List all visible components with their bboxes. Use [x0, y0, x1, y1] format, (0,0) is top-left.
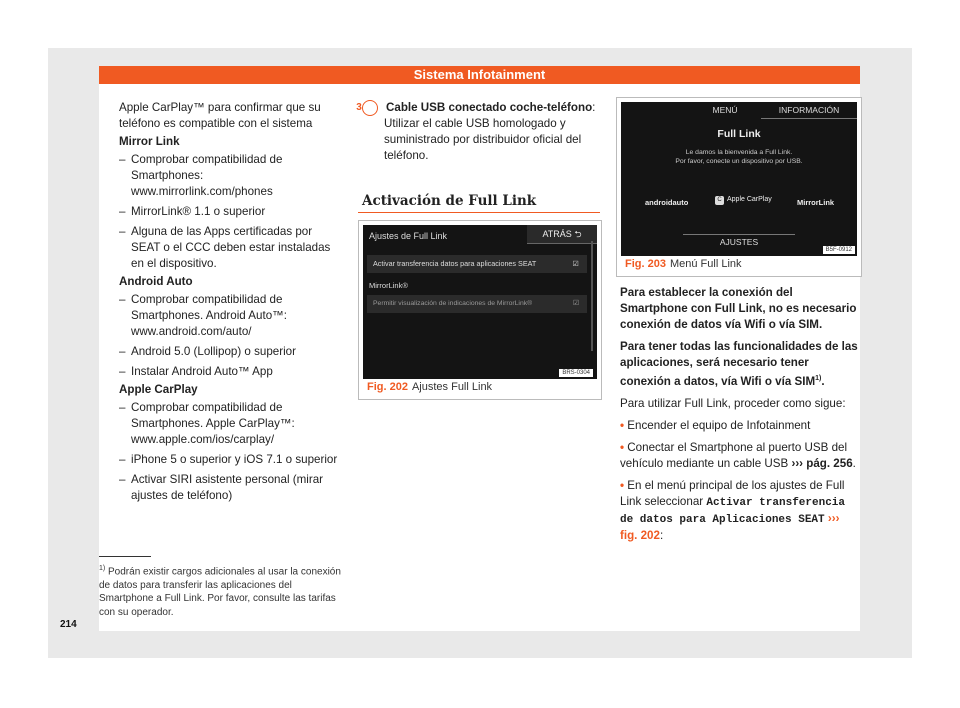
step-3: 3 Cable USB conectado coche-teléfono: Utilizar el cable USB homologado y suministrado por distribuidor oficial del teléfono.	[356, 101, 596, 163]
figure-202	[358, 220, 602, 400]
screen-title: Ajustes de Full Link	[369, 231, 448, 241]
scrollbar[interactable]	[591, 241, 593, 351]
apple-carplay-option[interactable]: C Apple CarPlay	[715, 196, 772, 205]
android-auto-heading: Android Auto	[119, 275, 193, 288]
section-header: Sistema Infotainment	[99, 66, 860, 84]
android-auto-logo[interactable]: androidauto	[645, 198, 689, 207]
fig203-screen	[621, 102, 857, 256]
mirrorlink-section-label: MirrorLink®	[369, 281, 408, 290]
list-item: – Comprobar compatibilidad de Smartphones: www.mirrorlink.com/phones	[119, 153, 283, 198]
setting-row-transfer[interactable]: Activar transferencia datos para aplicaciones SEAT ☑	[367, 255, 587, 273]
list-item: – Instalar Android Auto™ App	[119, 365, 273, 378]
checkbox-checked-icon[interactable]: ☑	[572, 300, 579, 307]
list-item: – Comprobar compatibilidad de Smartphones. Apple CarPlay™: www.apple.com/ios/carplay/	[119, 401, 295, 446]
list-item: – Activar SIRI asistente personal (mirar ajustes de teléfono)	[119, 473, 324, 502]
figure-caption: Fig. 202 Ajustes Full Link	[367, 381, 493, 393]
checkbox-checked-icon[interactable]: ☑	[572, 259, 579, 268]
list-item: • Conectar el Smartphone al puerto USB del vehículo mediante un cable USB ››› pág. 256.	[620, 440, 856, 470]
tab-informacion[interactable]: INFORMACIÓN	[761, 102, 857, 119]
list-item: – Android 5.0 (Lollipop) o superior	[119, 345, 296, 358]
step-text: Utilizar el cable USB homologado y suministrado por distribuidor oficial del teléfono.	[384, 117, 582, 163]
figure-code: B5F-0912	[823, 246, 855, 254]
apple-carplay-heading: Apple CarPlay	[119, 383, 198, 396]
footnote-divider	[99, 556, 151, 557]
page-number: 214	[60, 619, 77, 630]
right-column	[620, 285, 860, 544]
step-number: 3	[362, 100, 378, 116]
mirrorlink-logo[interactable]: MirrorLink	[797, 198, 835, 207]
menu-option-text: Activar transferencia de datos para Aplicaciones SEAT	[620, 496, 845, 526]
bold-paragraph-2: Para tener todas las funcionalidades de las aplicaciones, será necesario tener conexión a datos, vía Wifi o vía SIM$^{1)}$.	[620, 340, 858, 388]
fig202-screen	[363, 225, 597, 379]
left-column	[119, 100, 341, 504]
page-reference-link[interactable]: ››› pág. 256	[791, 456, 853, 470]
list-item: – Comprobar compatibilidad de Smartphones. Android Auto™: www.android.com/auto/	[119, 293, 287, 338]
settings-button[interactable]: AJUSTES	[683, 234, 795, 249]
list-item: – iPhone 5 o superior y iOS 7.1 o superior	[119, 453, 338, 466]
back-button[interactable]: ATRÁS ⮌	[527, 225, 597, 244]
step-title: Cable USB conectado coche-teléfono	[386, 101, 593, 115]
figure-reference-link[interactable]: ››› fig. 202	[620, 511, 840, 542]
back-arrow-icon: ⮌	[574, 229, 582, 239]
mirror-link-heading: Mirror Link	[119, 135, 180, 148]
list-item: – Alguna de las Apps certificadas por SEAT o el CCC deben estar instaladas en el dispositivo.	[119, 225, 331, 270]
intro-text: Apple CarPlay™ para confirmar que su teléfono es compatible con el sistema	[119, 101, 321, 130]
welcome-line-1: Le damos la bienvenida a Full Link.	[685, 149, 793, 156]
figure-caption: Fig. 203 Menú Full Link	[625, 258, 742, 270]
carplay-icon: C	[715, 196, 724, 205]
setting-row-mirrorlink[interactable]: Permitir visualización de indicaciones de MirrorLink® ☑	[367, 295, 587, 313]
list-item: • Encender el equipo de Infotainment	[620, 418, 811, 432]
section-title: Activación de Full Link	[362, 193, 537, 209]
figure-203	[616, 97, 862, 277]
figure-code: BRS-0304	[559, 369, 593, 377]
welcome-line-2: Por favor, conecte un dispositivo por USB.	[675, 158, 803, 165]
screen-title: Full Link	[717, 128, 761, 140]
list-item: – MirrorLink® 1.1 o superior	[119, 205, 266, 218]
section-divider	[358, 212, 600, 213]
list-item: • En el menú principal de los ajustes de Full Link seleccionar Activar transferencia de datos para Aplicaciones SEAT ››› fig. 202:	[620, 478, 845, 542]
footnote: $^{1)}$ Podrán existir cargos adicionales al usar la conexión de datos para transferir las aplicaciones del Smartphone a Full Link. Por favor, consulte las tarifas con su operador.	[99, 565, 341, 618]
paragraph-instructions: Para utilizar Full Link, proceder como sigue:	[620, 396, 846, 410]
bold-paragraph-1: Para establecer la conexión del Smartphone con Full Link, no es necesario conexión de datos vía Wifi o vía SIM.	[620, 286, 857, 331]
tab-menu[interactable]: MENÚ	[712, 105, 738, 115]
